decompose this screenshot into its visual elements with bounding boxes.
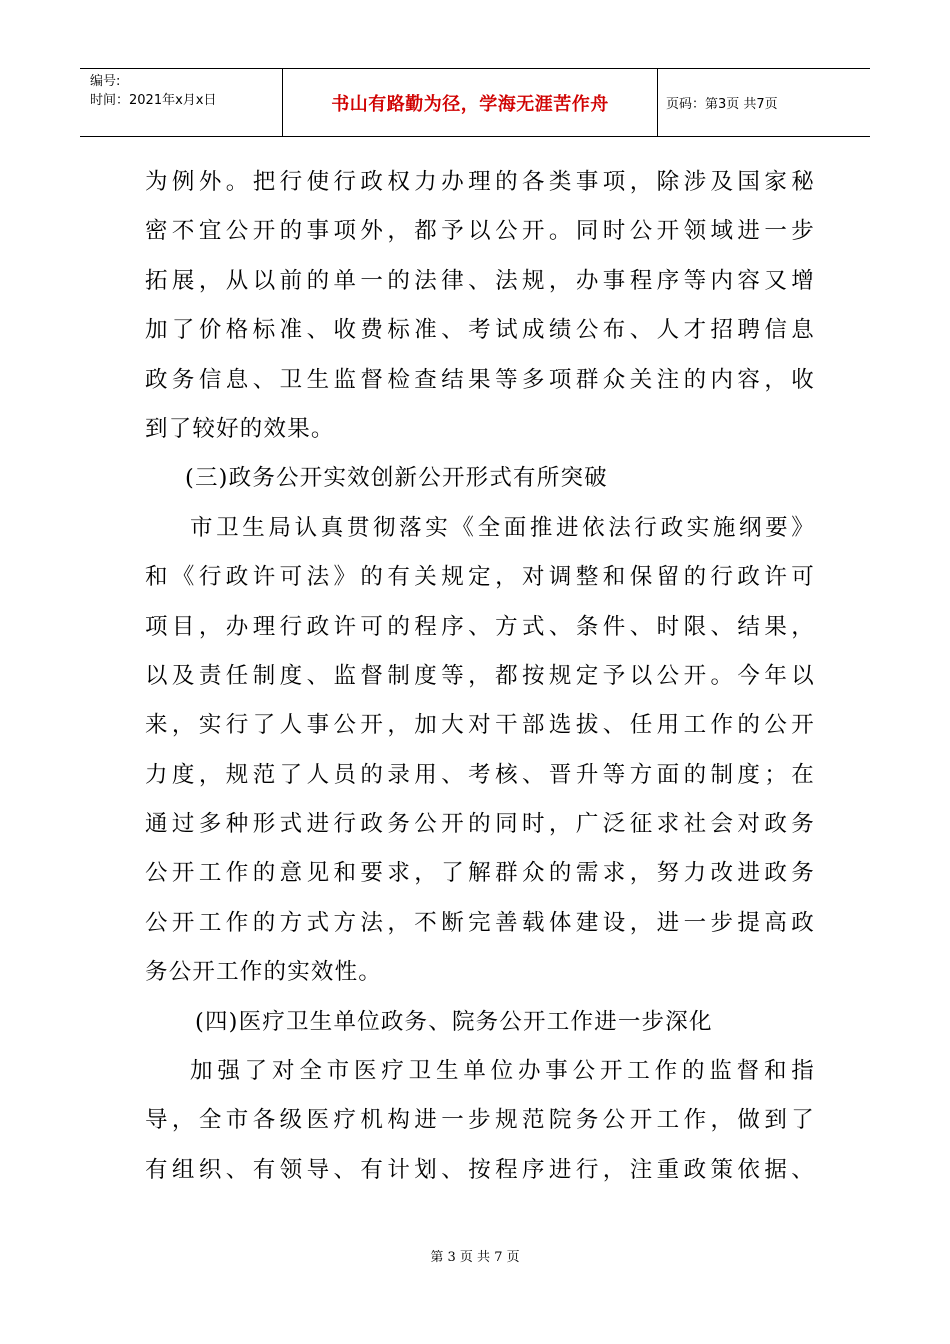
paragraph-line: 和《行政许可法》的有关规定，对调整和保留的行政许可 — [145, 564, 815, 591]
page-header — [80, 68, 870, 137]
header-meta — [80, 69, 283, 136]
header-motto: 书山有路勤为径，学海无涯苦作舟 — [283, 69, 658, 136]
paragraph-line: 以及责任制度、监督制度等，都按规定予以公开。今年以 — [145, 662, 815, 689]
paragraph-line: 加了价格标准、收费标准、考试成绩公布、人才招聘信息 — [145, 317, 815, 344]
paragraph-line: 通过多种形式进行政务公开的同时，广泛征求社会对政务 — [145, 811, 815, 838]
paragraph-line: 政务信息、卫生监督检查结果等多项群众关注的内容，收 — [145, 366, 815, 393]
header-page-code: 页码：第3页 共7页 — [666, 97, 778, 112]
paragraph-line: 有组织、有领导、有计划、按程序进行，注重政策依据、 — [145, 1156, 815, 1183]
paragraph-line: 市卫生局认真贯彻落实《全面推进依法行政实施纲要》 — [190, 514, 815, 541]
paragraph-line: 务公开工作的实效性。 — [145, 959, 383, 986]
paragraph-line: 导，全市各级医疗机构进一步规范院务公开工作，做到了 — [145, 1107, 815, 1134]
paragraph-line: 加强了对全市医疗卫生单位办事公开工作的监督和指 — [190, 1058, 815, 1085]
section-heading: (四)医疗卫生单位政务、院务公开工作进一步深化 — [195, 1008, 713, 1035]
paragraph-line: 到了较好的效果。 — [145, 415, 335, 442]
document-number-label: 编号: — [90, 74, 121, 89]
paragraph-line: 公开工作的意见和要求，了解群众的需求，努力改进政务 — [145, 860, 815, 887]
paragraph-line: 公开工作的方式方法，不断完善载体建设，进一步提高政 — [145, 909, 815, 936]
section-heading: (三)政务公开实效创新公开形式有所突破 — [185, 465, 608, 492]
paragraph-line: 项目，办理行政许可的程序、方式、条件、时限、结果， — [145, 613, 815, 640]
paragraph-line: 为例外。把行使行政权力办理的各类事项，除涉及国家秘 — [145, 169, 815, 195]
document-body — [145, 158, 815, 1195]
document-date-label: 时间：2021年x月x日 — [90, 93, 217, 108]
paragraph-line: 密不宜公开的事项外，都予以公开。同时公开领域进一步 — [145, 218, 815, 245]
paragraph-line: 力度，规范了人员的录用、考核、晋升等方面的制度；在 — [145, 761, 815, 788]
paragraph-line: 拓展，从以前的单一的法律、法规，办事程序等内容又增 — [145, 267, 815, 294]
paragraph-line: 来，实行了人事公开，加大对干部选拔、任用工作的公开 — [145, 712, 815, 739]
page-footer: 第 3 页 共 7 页 — [430, 1250, 520, 1265]
